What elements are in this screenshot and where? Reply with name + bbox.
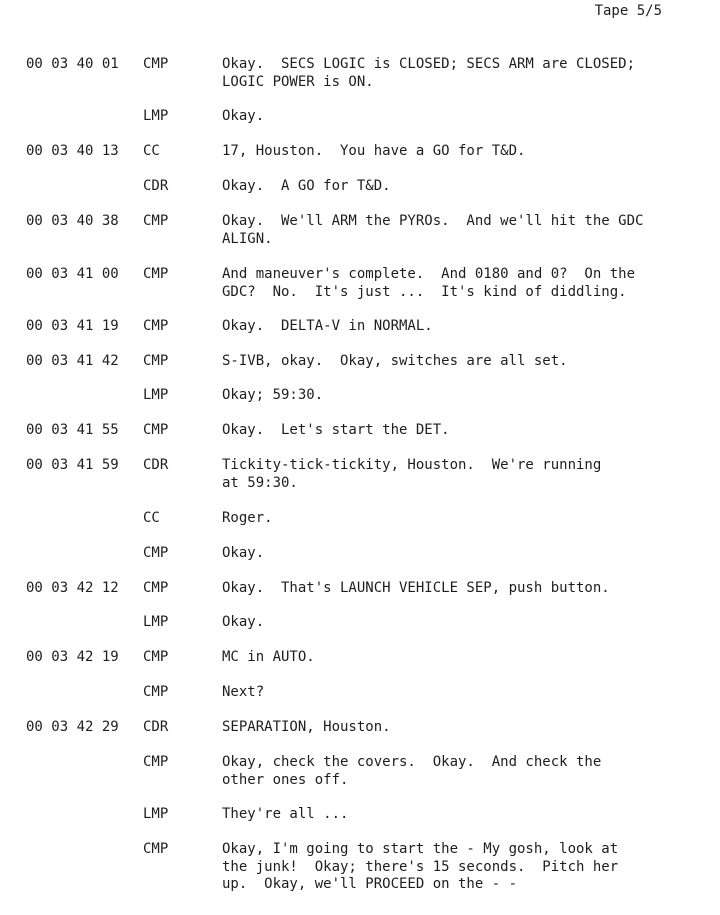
entry-timestamp: 00 03 41 00 (26, 266, 119, 282)
entry-speaker: LMP (143, 387, 169, 403)
entry-text: They're all ... (222, 806, 349, 822)
entry-text: Okay. That's LAUNCH VEHICLE SEP, push button. (222, 580, 610, 596)
entry-speaker: CC (143, 143, 160, 159)
entry-speaker: LMP (143, 108, 169, 124)
entry-text: Okay. We'll ARM the PYROs. And we'll hit the GDC ALIGN. (222, 213, 644, 247)
entry-speaker: CMP (143, 213, 169, 229)
entry-text: Okay, check the covers. Okay. And check the other ones off. (222, 754, 602, 788)
entry-speaker: CMP (143, 318, 169, 334)
entry-timestamp: 00 03 40 01 (26, 56, 119, 72)
entry-speaker: CMP (143, 266, 169, 282)
entry-text: Okay. SECS LOGIC is CLOSED; SECS ARM are CLOSED; LOGIC POWER is ON. (222, 56, 636, 90)
entry-text: Okay. Let's start the DET. (222, 422, 450, 438)
entry-text: Okay. (222, 545, 265, 561)
entry-speaker: CMP (143, 580, 169, 596)
entry-speaker: CMP (143, 684, 169, 700)
entry-speaker: CMP (143, 754, 169, 770)
entry-speaker: CMP (143, 56, 169, 72)
entry-speaker: CMP (143, 841, 169, 857)
entry-text: Okay. A GO for T&D. (222, 178, 391, 194)
entry-speaker: LMP (143, 614, 169, 630)
entry-speaker: CDR (143, 178, 169, 194)
entry-text: SEPARATION, Houston. (222, 719, 391, 735)
entry-speaker: LMP (143, 806, 169, 822)
entry-speaker: CMP (143, 353, 169, 369)
entry-speaker: CMP (143, 649, 169, 665)
entry-timestamp: 00 03 42 29 (26, 719, 119, 735)
entry-text: Okay. DELTA-V in NORMAL. (222, 318, 433, 334)
entry-timestamp: 00 03 40 13 (26, 143, 119, 159)
entry-text: Tickity-tick-tickity, Houston. We're running at 59:30. (222, 457, 602, 491)
entry-text: Okay. (222, 614, 265, 630)
entry-speaker: CMP (143, 422, 169, 438)
entry-text: 17, Houston. You have a GO for T&D. (222, 143, 526, 159)
entry-text: And maneuver's complete. And 0180 and 0? On the GDC? No. It's just ... It's kind of diddling. (222, 266, 636, 300)
entry-timestamp: 00 03 41 55 (26, 422, 119, 438)
entry-timestamp: 00 03 41 19 (26, 318, 119, 334)
entry-text: MC in AUTO. (222, 649, 315, 665)
entry-text: Roger. (222, 510, 273, 526)
entry-timestamp: 00 03 41 42 (26, 353, 119, 369)
entry-text: Next? (222, 684, 265, 700)
entry-speaker: CMP (143, 545, 169, 561)
entry-timestamp: 00 03 42 12 (26, 580, 119, 596)
entry-speaker: CC (143, 510, 160, 526)
tape-label: Tape 5/5 (594, 3, 662, 19)
entry-timestamp: 00 03 40 38 (26, 213, 119, 229)
entry-speaker: CDR (143, 719, 169, 735)
entry-speaker: CDR (143, 457, 169, 473)
entry-text: Okay, I'm going to start the - My gosh, look at the junk! Okay; there's 15 seconds. Pitch her up. Okay, we'll PROCEED on the - - (222, 841, 619, 892)
entry-timestamp: 00 03 41 59 (26, 457, 119, 473)
entry-text: S-IVB, okay. Okay, switches are all set. (222, 353, 568, 369)
entry-timestamp: 00 03 42 19 (26, 649, 119, 665)
entry-text: Okay. (222, 108, 265, 124)
entry-text: Okay; 59:30. (222, 387, 324, 403)
